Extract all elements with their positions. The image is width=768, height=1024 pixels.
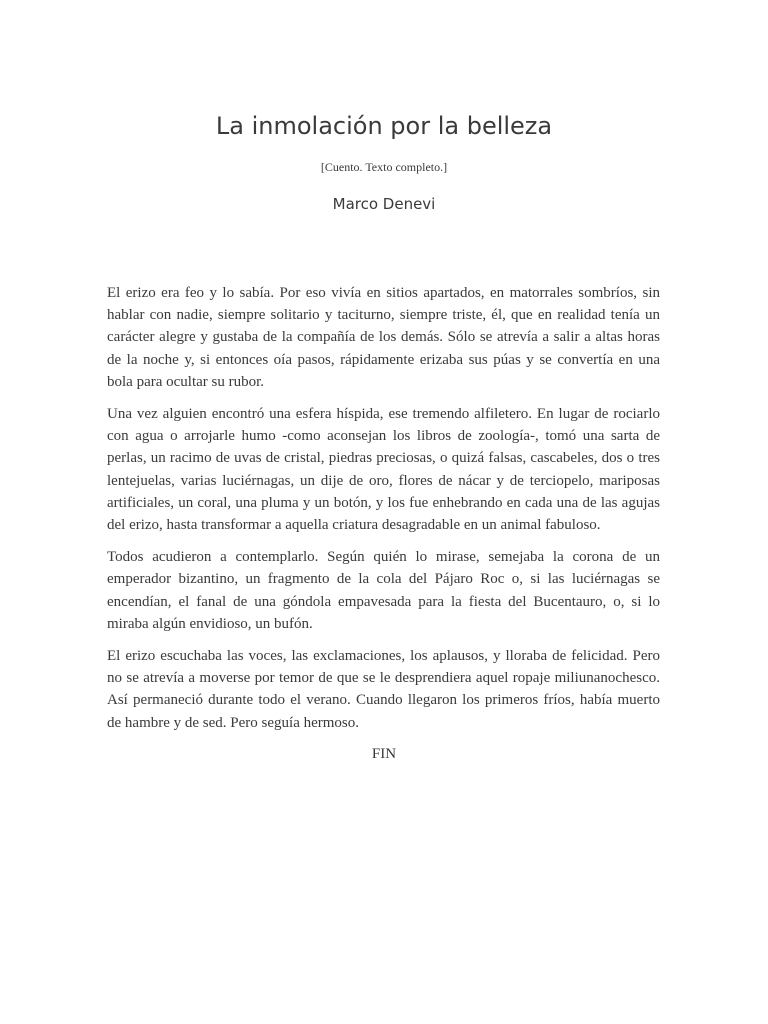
story-body	[107, 282, 660, 744]
story-paragraph-4: El erizo escuchaba las voces, las exclamaciones, los aplausos, y lloraba de felicidad. Pero no se atrevía a moverse por temor de que se le desprendiera aquel ropaje miliunanochesco. Así permaneció durante todo el verano. Cuando llegaron los primeros fríos, había muerto de hambre y de sed. Pero seguía hermoso.	[107, 648, 660, 731]
story-title: La inmolación por la belleza	[215, 112, 553, 140]
story-subtitle: [Cuento. Texto completo.]	[320, 160, 448, 174]
story-paragraph-2: Una vez alguien encontró una esfera híspida, ese tremendo alfiletero. En lugar de rociarlo con agua o arrojarle humo -como aconsejan los libros de zoología-, tomó una sarta de perlas, un racimo de uvas de cristal, piedras preciosas, o quizá falsas, cascabeles, dos o tres lentejuelas, varias luciérnagas, un dije de oro, flores de nácar y de terciopelo, mariposas artificiales, un coral, una pluma y un botón, y los fue enhebrando en cada una de las agujas del erizo, hasta transformar a aquella criatura desagradable en un animal fabuloso.	[107, 406, 660, 534]
story-author: Marco Denevi	[332, 195, 436, 213]
story-paragraph-1: El erizo era feo y lo sabía. Por eso vivía en sitios apartados, en matorrales sombríos, sin hablar con nadie, siempre solitario y taciturno, siempre triste, él, que en realidad tenía un carácter alegre y gustaba de la compañía de los demás. Sólo se atrevía a salir a altas horas de la noche y, si entonces oía pasos, rápidamente erizaba sus púas y se convertía en una bola para ocultar su rubor.	[107, 285, 660, 390]
story-paragraph-3: Todos acudieron a contemplarlo. Según quién lo mirase, semejaba la corona de un emperador bizantino, un fragmento de la cola del Pájaro Roc o, si las luciérnagas se encendían, el fanal de una góndola empavesada para la fiesta del Bucentauro, o, si lo miraba algún envidioso, un bufón.	[107, 549, 660, 632]
story-end-label: FIN	[371, 746, 397, 762]
